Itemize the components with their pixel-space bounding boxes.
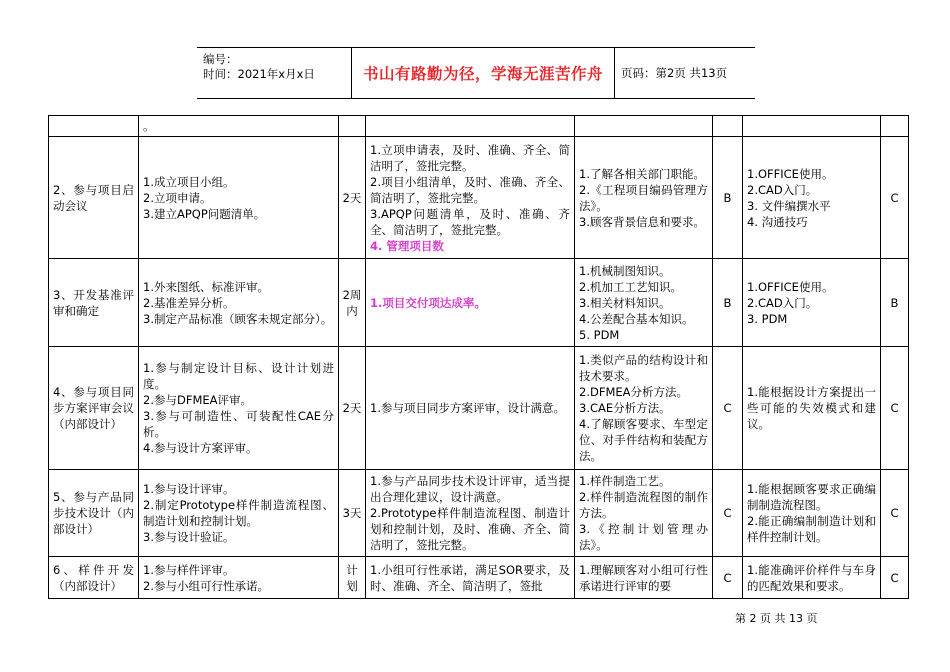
output-cell: [366, 347, 575, 470]
task-cell: 6、样件开发（内部设计）: [49, 557, 139, 599]
skills-cell: [743, 470, 881, 557]
cell-line: 1.能根据设计方案提出一些可能的失效模式和建议。: [747, 385, 876, 431]
output-cell: [366, 116, 575, 137]
knowledge-cell: [575, 259, 713, 347]
task-cell: 2、参与项目启动会议: [49, 137, 139, 259]
cell-line: 1.类似产品的结构设计和技术要求。: [579, 353, 708, 383]
output-cell: [366, 470, 575, 557]
knowledge-cell: [575, 137, 713, 259]
cell-line: 1.立项申请表，及时、准确、齐全、简洁明了，签批完整。: [370, 142, 570, 173]
duration-cell: [339, 116, 366, 137]
table-row: [49, 557, 909, 599]
level-cell: C: [713, 347, 743, 470]
cell-line: 1.能根据顾客要求正确编制制造流程图。: [747, 482, 876, 512]
task-cell: 4、参与项目同步方案评审会议（内部设计）: [49, 347, 139, 470]
skills-cell: [743, 347, 881, 470]
level-cell: B: [713, 259, 743, 347]
cell-line: 3.参与设计验证。: [143, 530, 235, 544]
cell-line: 1.机械制图知识。: [579, 263, 671, 278]
cell-line: 3.制定产品标准（顾客未规定部分）。: [143, 311, 333, 326]
cell-line: 1.样件制造工艺。: [579, 474, 671, 488]
cell-line: 3.顾客背景信息和要求。: [579, 214, 705, 229]
content-cell: [139, 259, 339, 347]
task-cell: 5、参与产品同步技术设计（内部设计）: [49, 470, 139, 557]
cell-line: 2.制定Prototype样件制造流程图、制造计划和控制计划。: [143, 498, 334, 528]
cell-line: 1.参与制定设计目标、设计计划进度。: [143, 361, 334, 391]
table-row: [49, 347, 909, 470]
cell-line: 1.OFFICE使用。: [747, 166, 834, 181]
cell-line: 4.参与设计方案评审。: [143, 441, 258, 455]
cell-line: 1.了解各相关部门职能。: [579, 166, 705, 181]
cell-line: 3. PDM: [747, 311, 788, 326]
cell-line: 4.公差配合基本知识。: [579, 311, 694, 326]
duration-cell: 3天: [339, 470, 366, 557]
training-table: [48, 115, 909, 599]
cell-line: 1.参与设计评审。: [143, 482, 235, 496]
content-cell: [139, 137, 339, 259]
skills-cell: [743, 137, 881, 259]
output-cell: [366, 557, 575, 599]
knowledge-cell: [575, 557, 713, 599]
cell-line: 2.样件制造流程图的制作方法。: [579, 490, 708, 520]
cell-line: 3.CAE分析方法。: [579, 401, 671, 415]
output-cell: [366, 137, 575, 259]
cell-line: 3.相关材料知识。: [579, 295, 671, 310]
cell-line: 2.参与小组可行性承诺。: [143, 578, 269, 593]
content-cell: [139, 347, 339, 470]
cell-line: 1.参与样件评审。: [143, 562, 235, 577]
cell-line: 4. 沟通技巧: [747, 214, 808, 229]
skills-cell: [743, 116, 881, 137]
cell-line: 3.《控制计划管理办法》。: [579, 522, 708, 552]
cell-line: 1.参与项目同步方案评审，设计满意。: [370, 401, 565, 415]
knowledge-cell: [575, 347, 713, 470]
level-cell: C: [881, 557, 909, 599]
header-page-number: 页码：第2页 共13页: [621, 66, 728, 80]
knowledge-cell: [575, 116, 713, 137]
cell-line: 2.参与DFMEA评审。: [143, 393, 252, 407]
task-cell: [49, 116, 139, 137]
cell-line: 1.能准确评价样件与车身的匹配效果和要求。: [747, 562, 876, 593]
level-cell: C: [881, 347, 909, 470]
duration-cell: 计划: [339, 557, 366, 599]
level-cell: C: [713, 470, 743, 557]
cell-line: 3. 文件编撰水平: [747, 198, 831, 213]
table-row: [49, 470, 909, 557]
header-motto: 书山有路勤为径，学海无涯苦作舟: [352, 48, 615, 98]
header-meta: [197, 48, 352, 98]
task-cell: 3、开发基准评审和确定: [49, 259, 139, 347]
skills-cell: [743, 259, 881, 347]
cell-line: 3.APQP问题清单，及时、准确、齐全、简洁明了，签批完整。: [370, 206, 570, 237]
cell-line: 1.外来图纸、标准评审。: [143, 279, 269, 294]
number-label: 编号：: [203, 52, 238, 66]
level-cell: [881, 116, 909, 137]
cell-line: 3.建立APQP问题清单。: [143, 206, 266, 221]
level-cell: C: [713, 557, 743, 599]
output-cell: [366, 259, 575, 347]
cell-line: 5. PDM: [579, 327, 620, 342]
cell-line: 1.成立项目小组。: [143, 174, 235, 189]
cell-line: 2.《工程项目编码管理方法》。: [579, 182, 708, 213]
level-cell: C: [881, 137, 909, 259]
cell-line: 1.理解顾客对小组可行性承诺进行评审的要: [579, 562, 708, 593]
cell-line: 2.能正确编制制造计划和样件控制计划。: [747, 514, 876, 544]
knowledge-cell: [575, 470, 713, 557]
content-cell: [139, 470, 339, 557]
level-cell: B: [881, 259, 909, 347]
cell-line: 2.机加工工艺知识。: [579, 279, 682, 294]
duration-cell: 2周内: [339, 259, 366, 347]
cell-line: 。: [143, 119, 155, 133]
skills-cell: [743, 557, 881, 599]
table-row: [49, 137, 909, 259]
cell-line: 1.参与产品同步技术设计评审，适当提出合理化建议，设计满意。: [370, 474, 570, 504]
time-label: 时间：2021年x月x日: [203, 67, 315, 81]
duration-cell: 2天: [339, 137, 366, 259]
page-header: [197, 47, 755, 99]
duration-cell: 2天: [339, 347, 366, 470]
cell-line: 1.小组可行性承诺，满足SOR要求，及时、准确、齐全、简洁明了，签批: [370, 562, 570, 593]
cell-line: 2.CAD入门。: [747, 295, 818, 310]
cell-line: 3.参与可制造性、可装配性CAE分析。: [143, 409, 334, 439]
table-row: [49, 259, 909, 347]
cell-line: 2.DFMEA分析方法。: [579, 385, 688, 399]
cell-line: 1.OFFICE使用。: [747, 279, 834, 294]
content-cell: [139, 557, 339, 599]
level-cell: [713, 116, 743, 137]
page-footer: 第 2 页 共 13 页: [735, 612, 818, 625]
cell-line: 2.Prototype样件制造流程图、制造计划和控制计划，及时、准确、齐全、简洁明了，签批完整。: [370, 506, 570, 552]
cell-line: 2.项目小组清单，及时、准确、齐全、简洁明了，签批完整。: [370, 174, 570, 205]
cell-line: 2.CAD入门。: [747, 182, 818, 197]
level-cell: C: [881, 470, 909, 557]
level-cell: B: [713, 137, 743, 259]
cell-line: 4.了解顾客要求、车型定位、对手件结构和装配方法。: [579, 417, 708, 463]
table-row: [49, 116, 909, 137]
cell-line: 2.立项申请。: [143, 190, 212, 205]
cell-line: 2.基准差异分析。: [143, 295, 235, 310]
content-cell: [139, 116, 339, 137]
highlight-line: 4. 管理项目数: [370, 238, 444, 253]
highlight-line: 1.项目交付项达成率。: [370, 295, 486, 310]
